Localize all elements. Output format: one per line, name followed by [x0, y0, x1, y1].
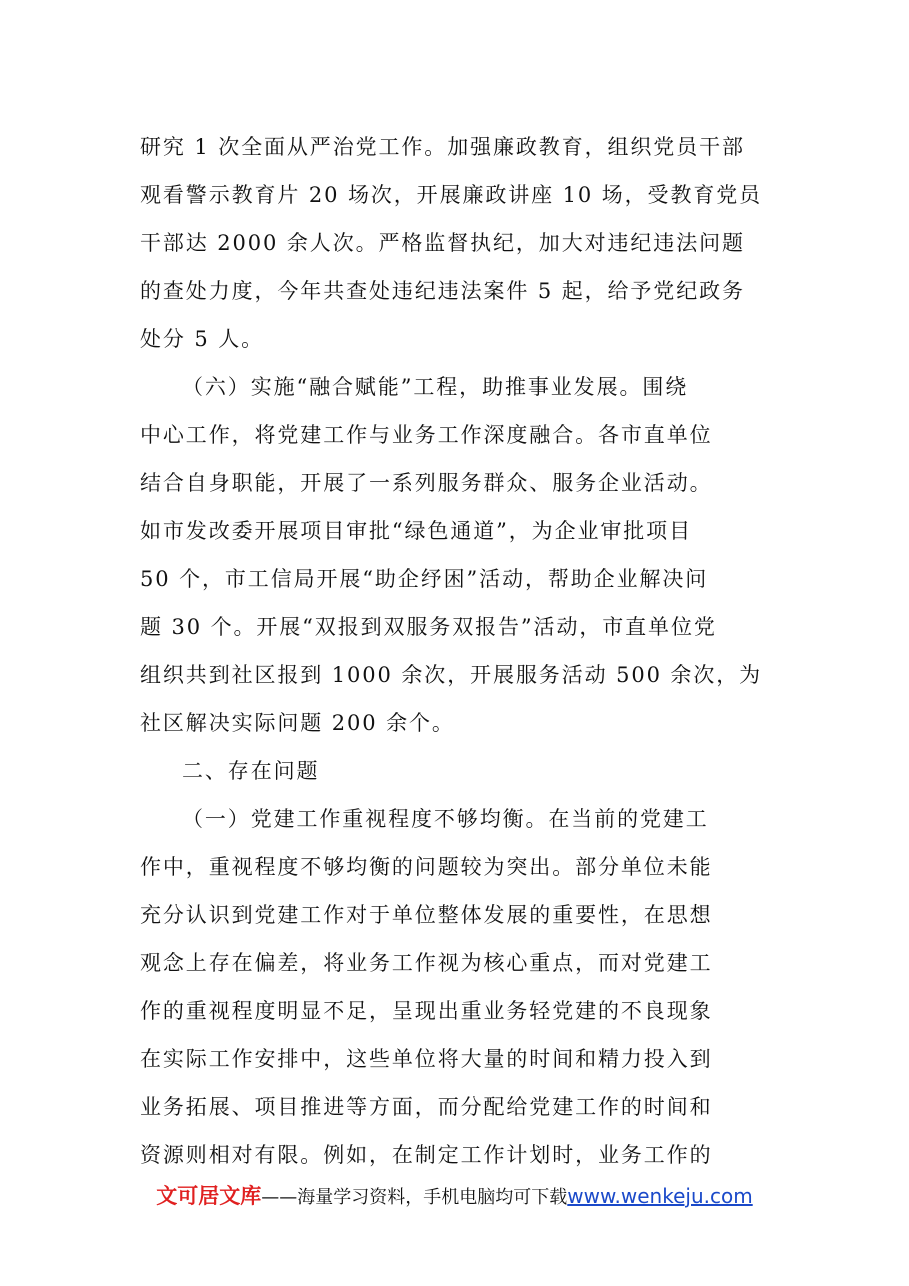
body-line: 社区解决实际问题 200 余个。: [140, 711, 455, 735]
body-line: 在实际工作安排中，这些单位将大量的时间和精力投入到: [140, 1047, 713, 1071]
document-body: [140, 123, 774, 1179]
body-line: 题 30 个。开展“双报到双服务双报告”活动，市直单位党: [140, 615, 717, 639]
body-line: 处分 5 人。: [140, 327, 265, 351]
body-line: 如市发改委开展项目审批“绿色通道”，为企业审批项目: [140, 519, 692, 543]
footer-brand: 文可居文库: [156, 1184, 262, 1208]
section-title: 二、存在问题: [182, 759, 320, 783]
body-line: 结合自身职能，开展了一系列服务群众、服务企业活动。: [140, 471, 713, 495]
body-line: 组织共到社区报到 1000 余次，开展服务活动 500 余次，为: [140, 663, 763, 687]
body-line: 50 个，市工信局开展“助企纾困”活动，帮助企业解决问: [140, 567, 709, 591]
body-line: 业务拓展、项目推进等方面，而分配给党建工作的时间和: [140, 1095, 713, 1119]
footer-link[interactable]: www.wenkeju.com: [567, 1184, 753, 1208]
section-heading-line: （一）党建工作重视程度不够均衡。在当前的党建工: [182, 807, 709, 831]
section-heading-line: （六）实施“融合赋能”工程，助推事业发展。围绕: [182, 375, 689, 399]
body-line: 观念上存在偏差，将业务工作视为核心重点，而对党建工: [140, 951, 713, 975]
body-line: 充分认识到党建工作对于单位整体发展的重要性，在思想: [140, 903, 713, 927]
body-line: 干部达 2000 余人次。严格监督执纪，加大对违纪违法问题: [140, 231, 745, 255]
body-line: 作中，重视程度不够均衡的问题较为突出。部分单位未能: [140, 855, 713, 879]
body-line: 的查处力度，今年共查处违纪违法案件 5 起，给予党纪政务: [140, 279, 745, 303]
body-line: 研究 1 次全面从严治党工作。加强廉政教育，组织党员干部: [140, 135, 745, 159]
body-line: 观看警示教育片 20 场次，开展廉政讲座 10 场，受教育党员: [140, 183, 763, 207]
footer-slogan: ——海量学习资料，手机电脑均可下载: [261, 1187, 568, 1208]
body-line: 中心工作，将党建工作与业务工作深度融合。各市直单位: [140, 423, 713, 447]
body-line: 资源则相对有限。例如，在制定工作计划时，业务工作的: [140, 1143, 713, 1167]
footer-banner: [0, 1180, 909, 1214]
body-line: 作的重视程度明显不足，呈现出重业务轻党建的不良现象: [140, 999, 713, 1023]
